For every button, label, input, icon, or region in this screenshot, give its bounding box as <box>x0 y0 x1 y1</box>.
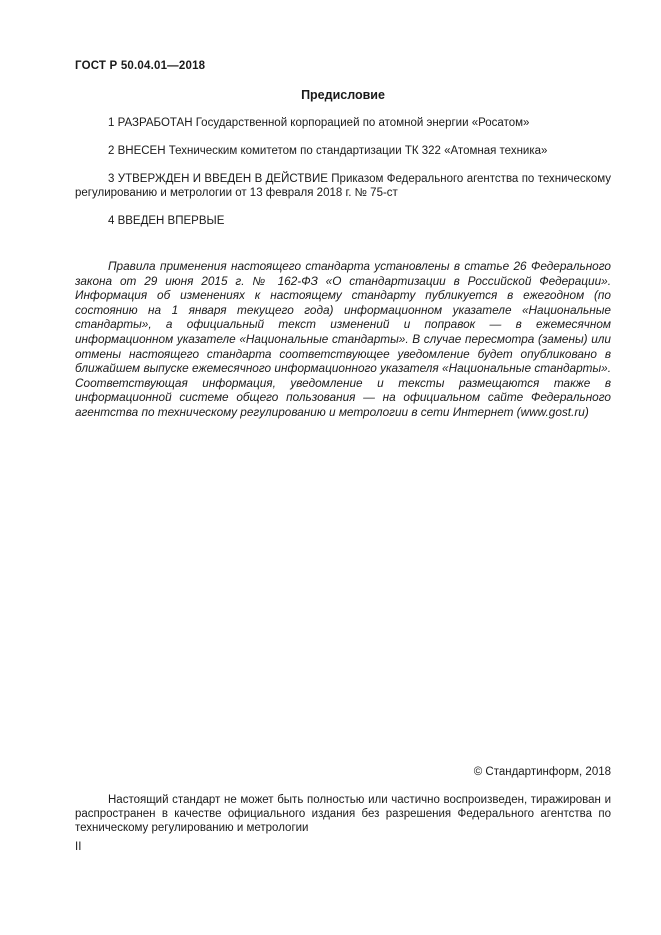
page-title: Предисловие <box>301 88 385 102</box>
standard-designation: ГОСТ Р 50.04.01—2018 <box>75 60 206 72</box>
foreword-item-2: 2 ВНЕСЕН Техническим комитетом по стандартизации ТК 322 «Атомная техника» <box>108 145 548 157</box>
reproduction-restriction-paragraph: Настоящий стандарт не может быть полностью или частично воспроизведен, тиражирован и распространен в качестве официального издания без разрешения Федерального агентства по техническому регулированию и метрологии <box>75 794 611 835</box>
copyright-notice: © Стандартинформ, 2018 <box>473 766 611 778</box>
foreword-item-4: 4 ВВЕДЕН ВПЕРВЫЕ <box>108 215 225 227</box>
page-number: II <box>75 841 82 853</box>
application-rules-paragraph: Правила применения настоящего стандарта установлены в статье 26 Федерального закона от 29 июня 2015 г. № 162-ФЗ «О стандартизации в Российской Федерации». Информация об изменениях к настоящему стандарту публикуется в ежегодном (по состоянию на 1 января текущего года) информационном указателе «Национальные стандарты», а официальный текст изменений и поправок — в ежемесячном информационном указателе «Национальные стандарты». В случае пересмотра (замены) или отмены настоящего стандарта соответствующее уведомление будет опубликовано в ближайшем выпуске ежемесячного информационного указателя «Национальные стандарты». Соответствующая информация, уведомление и тексты размещаются также в информационной системе общего пользования — на официальном сайте Федерального агентства по техническому регулированию и метрологии в сети Интернет (www.gost.ru) <box>75 259 611 419</box>
foreword-section <box>75 116 611 242</box>
foreword-item-1: 1 РАЗРАБОТАН Государственной корпорацией по атомной энергии «Росатом» <box>108 117 530 129</box>
foreword-item-3: 3 УТВЕРЖДЕН И ВВЕДЕН В ДЕЙСТВИЕ Приказом Федерального агентства по техническому регулированию и метрологии от 13 февраля 2018 г. № 75-ст <box>75 173 611 199</box>
